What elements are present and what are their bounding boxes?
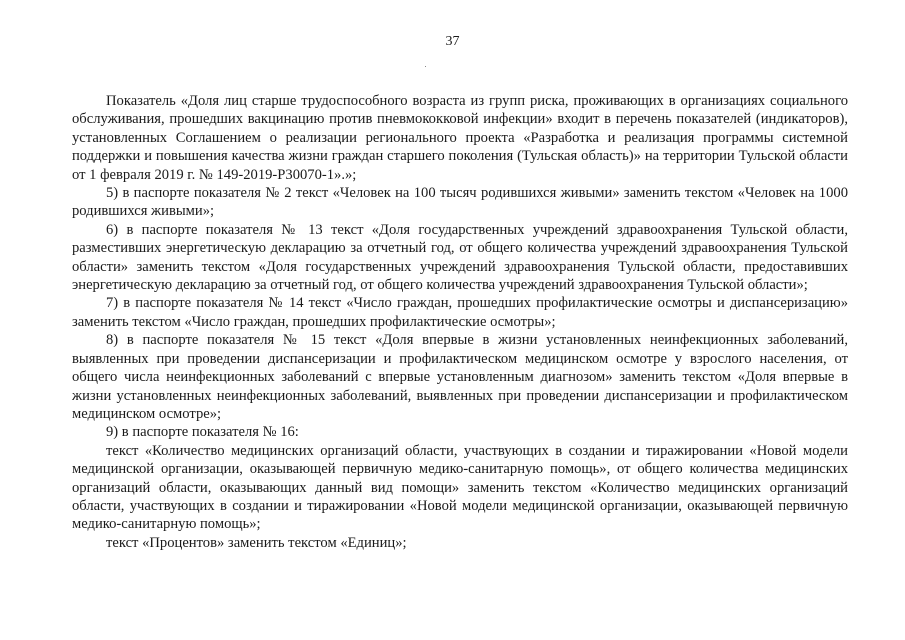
paragraph-item-9: 9) в паспорте показателя № 16: [106, 424, 299, 441]
paragraph-item-9-text-1: текст «Количество медицинских организаций области, участвующих в создании и тиражировании «Новой модели медицинской организации, оказывающей первичную медико-санитарную помощь», от общего количества медицинских организаций области, оказывающих данный вид помощи» заменить текстом «Количество медицинских организаций области, участвующих в создании и тиражировании «Новой модели медицинской организации, оказывающей первичную медико-санитарную помощь»; [72, 442, 848, 533]
paragraph-item-6: 6) в паспорте показателя № 13 текст «Доля государственных учреждений здравоохранения Тульской области, разместивших энергетическую декларацию за отчетный год, от общего количества учреждений здравоохранения Тульской области» заменить текстом «Доля государственных учреждений здравоохранения Тульской области, предоставивших энергетическую декларацию за отчетный год, от общего количества учреждений здравоохранения Тульской области»; [72, 221, 848, 294]
page-number: 37 [445, 34, 460, 49]
paragraph-item-8: 8) в паспорте показателя № 15 текст «Доля впервые в жизни установленных неинфекционных заболеваний, выявленных при проведении диспансеризации и профилактическом медицинском осмотре у взрослого населения, от общего числа неинфекционных заболеваний с впервые установленным диагнозом» заменить текстом «Доля впервые в жизни установленных неинфекционных заболеваний, выявленных при проведении диспансеризации и профилактическом медицинском осмотре»; [72, 332, 848, 422]
paragraph-item-7: 7) в паспорте показателя № 14 текст «Число граждан, прошедших профилактические осмотры и диспансеризацию» заменить текстом «Число граждан, прошедших профилактические осмотры»; [72, 295, 848, 330]
paragraph-item-9-text-2: текст «Процентов» заменить текстом «Единиц»; [106, 534, 407, 551]
document-body [72, 92, 848, 552]
scan-artifact [425, 66, 426, 67]
paragraph-indicator-statement: Показатель «Доля лиц старше трудоспособного возраста из групп риска, проживающих в организациях социального обслуживания, прошедших вакцинацию против пневмококковой инфекции» входит в перечень показателей (индикаторов), установленных Соглашением о реализации регионального проекта «Разработка и реализация программы системной поддержки и повышения качества жизни граждан старшего поколения (Тульская область)» на территории Тульской области от 1 февраля 2019 г. № 149-2019-Р30070-1».»; [72, 93, 848, 183]
paragraph-item-5: 5) в паспорте показателя № 2 текст «Человек на 100 тысяч родившихся живыми» заменить текстом «Человек на 1000 родившихся живыми»; [72, 185, 848, 220]
